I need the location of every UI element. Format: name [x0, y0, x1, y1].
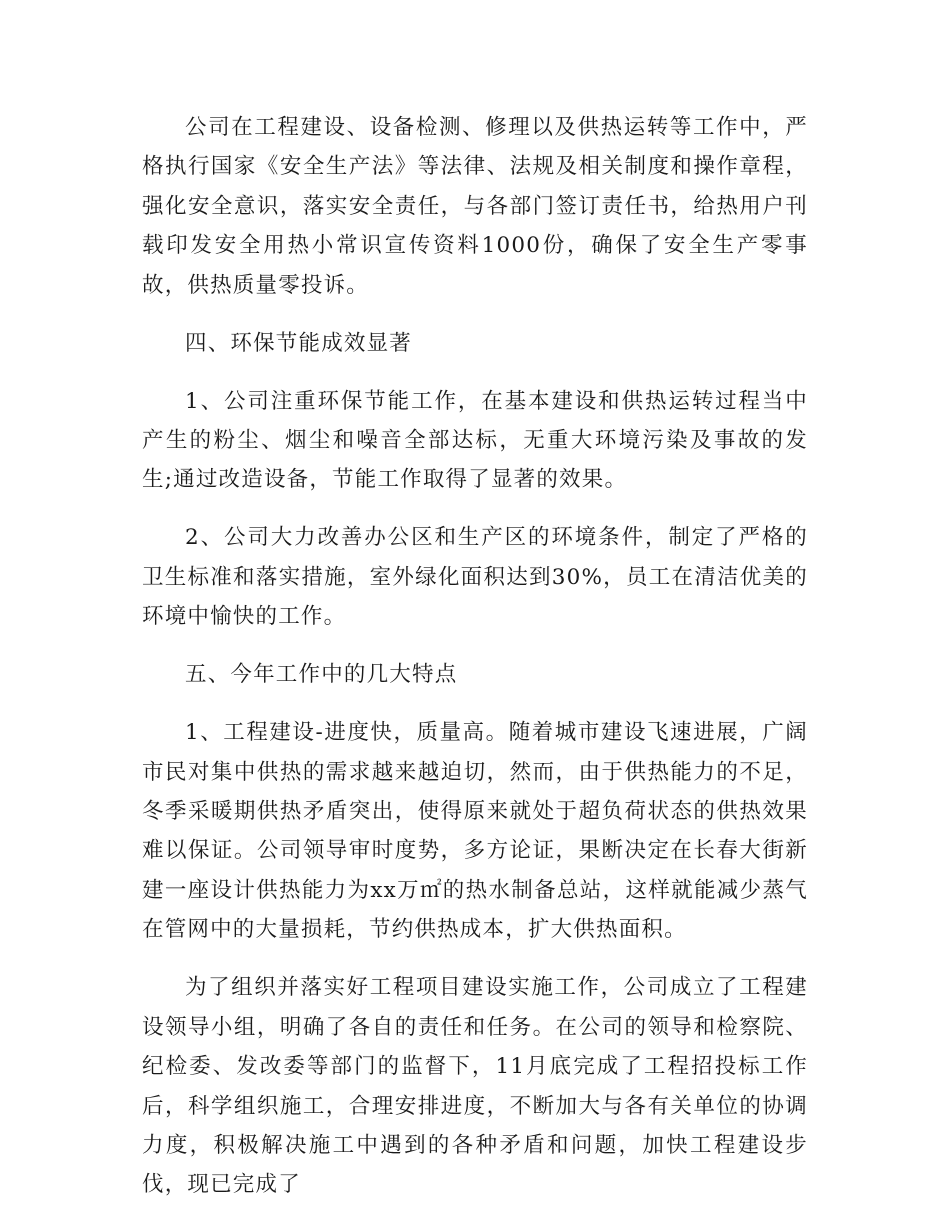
paragraph-features-1: 1、工程建设-进度快，质量高。随着城市建设飞速进展，广阔市民对集中供热的需求越来越迫切，然而，由于供热能力的不足，冬季采暖期供热矛盾突出，使得原来就处于超负荷状态的供热效果难以保证。公司领导审时度势，多方论证，果断决定在长春大街新建一座设计供热能力为xx万㎡的热水制备总站，这样就能减少蒸气在管网中的大量损耗，节约供热成本，扩大供热面积。 — [142, 720, 808, 943]
section-heading-features: 五、今年工作中的几大特点 — [185, 662, 458, 688]
document-body — [142, 108, 808, 1223]
paragraph-project-organization: 为了组织并落实好工程项目建设实施工作，公司成立了工程建设领导小组，明确了各自的责任和任务。在公司的领导和检察院、纪检委、发改委等部门的监督下，11月底完成了工程招投标工作后，科学组织施工，合理安排进度，不断加大与各有关单位的协调力度，积极解决施工中遇到的各种矛盾和问题，加快工程建设步伐，现已完成了 — [142, 975, 808, 1198]
paragraph-environment-1: 1、公司注重环保节能工作，在基本建设和供热运转过程当中产生的粉尘、烟尘和噪音全部达标，无重大环境污染及事故的发生;通过改造设备，节能工作取得了显著的效果。 — [142, 388, 808, 493]
paragraph-environment-2: 2、公司大力改善办公区和生产区的环境条件，制定了严格的卫生标准和落实措施，室外绿化面积达到30%，员工在清洁优美的环境中愉快的工作。 — [142, 525, 808, 630]
paragraph-safety: 公司在工程建设、设备检测、修理以及供热运转等工作中，严格执行国家《安全生产法》等法律、法规及相关制度和操作章程，强化安全意识，落实安全责任，与各部门签订责任书，给热用户刊载印发安全用热小常识宣传资料1000份，确保了安全生产零事故，供热质量零投诉。 — [142, 115, 808, 298]
section-heading-environment: 四、环保节能成效显著 — [185, 330, 413, 356]
